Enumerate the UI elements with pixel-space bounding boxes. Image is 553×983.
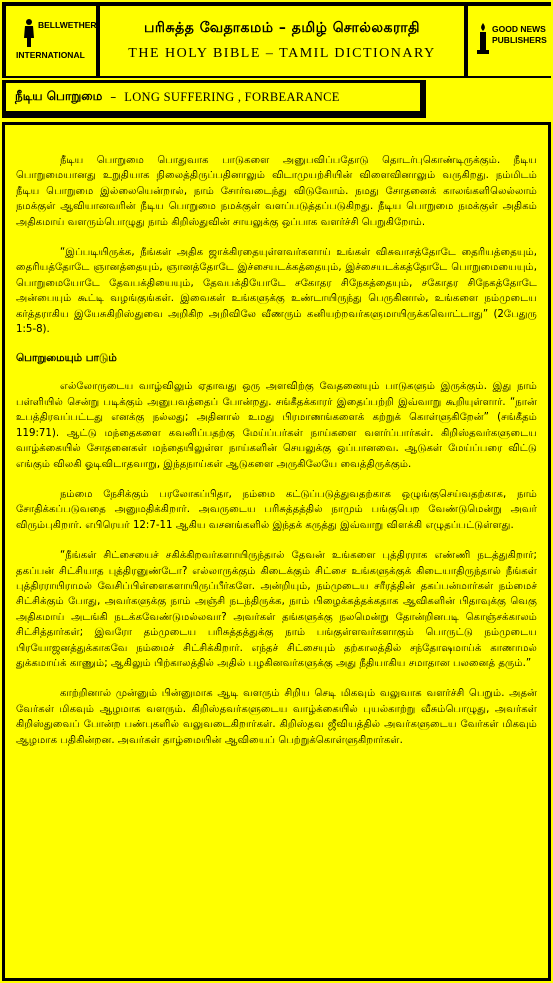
paragraph-plant: காற்றினால் முன்னும் பின்னுமாக ஆடி வளரும் சிறிய செடி மிகவும் வலுவாக வளர்ச்சி பெறும். அதன் வேர்கள் மிகவும் ஆழமாக வளரும். கிறிஸ்தவர்களுடைய வாழ்க்கையில் புயல்காற்று வீசும்பொழுது, அவர்கள் கிறிஸ்துவைப் போன்ற பண்புகளில் வலுவடைகிறார்கள். கிறிஸ்தவ ஜீவியத்தில் அவர்களுடைய வேர்கள் மிகவும் ஆழமாக பதிகின்றன. அவர்கள் தாழ்மையின் ஆவியைப் பெற்றுக்கொள்ளுகிறார்கள். [16,688,537,746]
entry-term-tamil: நீடிய பொறுமை [15,89,103,103]
good-news-logo [468,6,551,76]
right-logo-line1: GOOD NEWS [492,24,546,34]
paragraph-quote-peter: “இப்படியிருக்க, நீங்கள் அதிக ஜாக்கிரதையுள்ளவர்களாய் உங்கள் விசுவாசத்தோடே தைரியத்தையும், தைரியத்தோடே ஞானத்தையும், ஞானத்தோடே இச்சையடக்கத்தையும், இச்சையடக்கத்தோடே பொறுமையையும், பொறுமையோடே தேவபக்தியையும், தேவபக்தியோடே சகோதர சிநேகத்தையும், சகோதர சிநேகத்தோடே அன்பையும் கூட்டி வழங்குங்கள். இவைகள் உங்களுக்கு உண்டாயிருந்து பெருகினால், உங்களை நம்முடைய கர்த்தராகிய இயேசுகிறிஸ்துவை அறிகிற அறிவிலே வீணரும் கனியற்றவர்களுமாயிருக்கவொட்டாது” (2பேதுரு 1:5-8). [16,247,537,336]
paragraph-intro: நீடிய பொறுமை பொதுவாக பாடுகளை அனுபவிப்பதோடு தொடர்புகொண்டிருக்கும். நீடிய பொறுமையானது உறுதியாக நிலைத்திருப்பதினாலும் விடாமுயற்சியின் விளைவினாலும் வருகிறது. நம்மிடம் நீடிய பொறுமை இல்லையென்றால், நாம் சோர்வடைந்து விடுவோம். நமது சோதனைக் காலங்களிலெல்லாம் நமக்குள் ஆவியானவரின் நீடிய பொறுமை நமக்குள் வளப்படுத்தப்படுகிறது. நீடிய பொறுமை நமக்குள் அதிகம் அதிகமாய் வளரும்பொழுது நாம் கிறிஸ்துவின் சாயலுக்கு ஒப்பாக வளர்ச்சி பெறுகிறோம். [16,155,537,228]
header-banner [2,2,551,78]
title-english: THE HOLY BIBLE – TAMIL DICTIONARY [128,46,436,61]
paragraph-quote-hebrews: “நீங்கள் சிட்சையைச் சகிக்கிறவர்களாயிருந்தால் தேவன் உங்களை புத்திரராக எண்ணி நடத்துகிறார்; தகப்பன் சிட்சியாத புத்திரனுண்டோ? எல்லாருக்கும் கிடைக்கும் சிட்சை உங்களுக்குக் கிடையாதிருந்தால் நீங்கள் புத்திரராயிராமல் வேசிப்பிள்ளைகளாயிருப்பீர்களே. அன்றியும், நம்முடைய சரீரத்தின் தகப்பன்மார்கள் நம்மைச் சிட்சிக்கும் போது, அவர்களுக்கு நாம் அஞ்சி நடந்திருக்க, நாம் பிழைக்கத்தக்கதாக ஆவிகளின் பிதாவுக்கு வெகு அதிகமாய் அடங்கி நடக்கவேண்டுமல்லவா? அவர்கள் தங்களுக்கு நலமென்று தோன்றினபடி கொஞ்சக்காலம் சிட்சித்தார்கள்; இவரோ தம்முடைய பரிசுத்தத்துக்கு நாம் பங்குள்ளவர்களாகும் பொருட்டு நம்முடைய பிரயோஜனத்துக்காகவே நம்மைச் சிட்சிக்கிறார். எந்தச் சிட்சையும் தற்காலத்தில் சந்தோஷமாய்க் காணாமல் துக்கமாய்க் காணும்; ஆகிலும் பிற்காலத்தில் அதில் பழகினவர்களுக்கு அது நீதியாகிய சமாதான பலனைத் தரும்.” [16,550,537,669]
bellwether-logo [6,6,96,76]
candle-icon [476,22,490,56]
entry-dash: – [110,90,117,104]
entry-body-frame [2,122,551,981]
left-logo-line2: INTERNATIONAL [16,50,85,60]
bellwether-figure-icon [22,18,36,48]
section-heading: பொறுமையும் பாடும் [16,352,117,365]
title-tamil: பரிசுத்த வேதாகமம் – தமிழ் சொல்லகராதி [144,20,420,36]
paragraph-discipline: நம்மை நேசிக்கும் பரலோகப்பிதா, நம்மை கட்டுப்படுத்துவதற்காக ஒழுங்குசெய்வதற்காக, நாம் சோதிக்கப்படுவதை அனுமதிக்கிறார். அவருடைய பரிசுத்தத்தில் நாமும் பங்குபெற வேண்டுமென்று அவர் விரும்புகிறார். எபிரெயர் 12:7-11 ஆகிய வசனங்களில் இந்தக் கருத்து இவ்வாறு விளக்கி எழுதப்பட்டுள்ளது. [16,488,537,531]
title-box [100,6,464,76]
left-logo-line1: BELLWETHER [38,20,97,30]
entry-heading-bar [2,80,426,118]
paragraph-suffering: எல்லோருடைய வாழ்விலும் ஏதாவது ஒரு அளவிற்கு வேதனையும் பாடுகளும் இருக்கும். இது நாம் பள்ளியில் சென்று படிக்கும் அனுபவத்தைப் போன்றது. சங்கீதக்காரர் இதைப்பற்றி இவ்வாறு கூறியுள்ளார். “நான் உபத்திரவப்பட்டது எனக்கு நல்லது; அதினால் உமது பிரமாணங்களைக் கற்றுக் கொள்ளுகிறேன்” (சங்கீதம் 119:71). ஆட்டு மந்தைகளை கவனிப்பதற்கு மேய்ப்பர்கள் நாய்களை வளர்ப்பார்கள். கிறிஸ்தவர்களுடைய வாழ்க்கையில் சோதனைகள் மந்தையிலுள்ள நாய்களின் செயலுக்கு ஒப்பானவை. ஆடுகள் மேய்ப்பரை விட்டு எங்கும் விலகி ஓடிவிடாதவாறு, இந்தநாய்கள் ஆடுகளை அருகிலேயே வைத்திருக்கும். [16,381,537,470]
entry-body [16,153,537,763]
entry-term-english: LONG SUFFERING , FORBEARANCE [124,89,340,104]
right-logo-line2: PUBLISHERS [492,35,547,46]
